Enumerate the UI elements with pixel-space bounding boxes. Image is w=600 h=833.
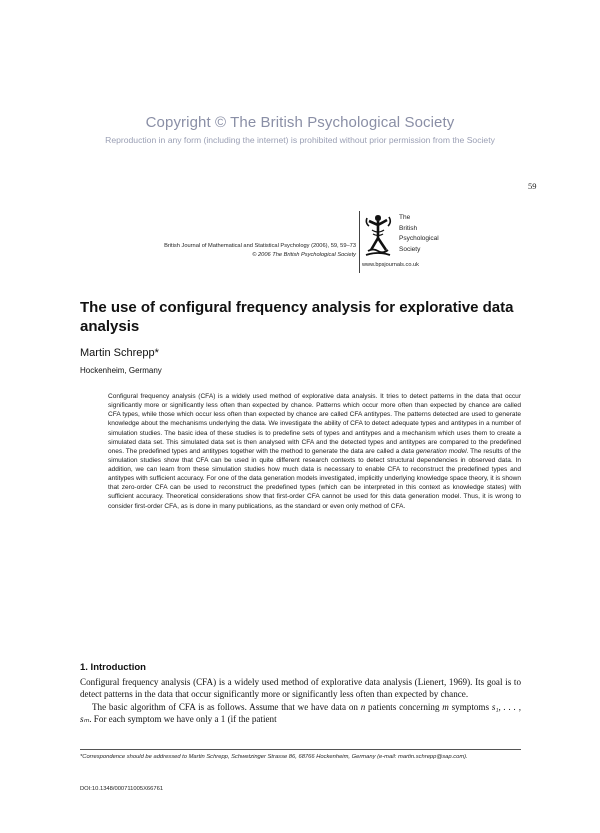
society-line: Psychological: [399, 235, 439, 242]
intro-text: The basic algorithm of CFA is as follows. Assume that we have data on: [92, 702, 361, 712]
page-number: 59: [528, 181, 537, 191]
bps-logo-icon: [362, 212, 394, 258]
doi: DOI:10.1348/000711005X66761: [80, 786, 164, 792]
intro-paragraph: [80, 701, 521, 725]
introduction-body: [80, 676, 521, 725]
abstract: [108, 392, 521, 511]
footnote-rule: [80, 749, 521, 750]
journal-copyright: © 2006 The British Psychological Society: [252, 252, 356, 258]
author-affiliation: Hockenheim, Germany: [80, 366, 162, 375]
intro-paragraph: Configural frequency analysis (CFA) is a widely used method of explorative data analysis (Lienert, 1969). Its goal is to detect patterns in the data that occur significantly more or significantly less often than expected by chance.: [80, 677, 521, 699]
section-heading-introduction: 1. Introduction: [80, 662, 146, 673]
society-line: Society: [399, 245, 421, 253]
article-title: The use of configural frequency analysis for explorative data analysis: [80, 299, 514, 335]
society-line: British: [399, 224, 418, 232]
abstract-text: . The results of the simulation studies show that CFA can be used in quite different research contexts to detect structural dependencies in observed data. In addition, we can learn from these simulation studies how much data is necessary to enable CFA to reconstruct the predefined types and antitypes with sufficient accuracy. For one of the data generation models investigated, implicitly underlying knowledge space theory, it is shown that zero-order CFA can be used to reconstruct the predefined types (which can be interpreted in this context as knowledge states) with sufficient accuracy. Theoretical considerations show that first-order CFA cannot be used for this data generation model. Thus, it is wrong to consider first-order CFA, as is done in many publications, as the standard or even only method of CFA.: [108, 447, 522, 510]
society-name: [399, 213, 439, 255]
copyright-watermark: Copyright © The British Psychological Society: [145, 114, 455, 131]
reproduction-notice: Reproduction in any form (including the internet) is prohibited without prior permission from the Society: [105, 135, 495, 145]
society-line: The: [399, 214, 411, 221]
intro-variable: m: [442, 702, 449, 712]
intro-variable: n: [360, 702, 366, 712]
journal-citation: British Journal of Mathematical and Statistical Psychology (2006), 59, 59–73: [164, 243, 356, 249]
society-url-link[interactable]: www.bpsjournals.co.uk: [362, 262, 419, 268]
header-divider: [359, 211, 360, 273]
intro-variable: s₁, . . . , sₘ: [80, 702, 521, 724]
journal-info: [164, 242, 356, 260]
abstract-italic-term: data generation model: [401, 447, 467, 455]
correspondence-footnote: *Correspondence should be addressed to Martin Schrepp, Schwetzinger Strasse 86, 68766 Hockenheim, Germany (e-mail: martin.schrepp@sap.com).: [80, 754, 468, 760]
intro-text: symptoms: [448, 702, 492, 712]
author-name: Martin Schrepp*: [80, 347, 159, 359]
intro-text: . For each symptom we have only a 1 (if the patient: [89, 714, 277, 724]
intro-text: patients concerning: [365, 702, 443, 712]
abstract-text: Configural frequency analysis (CFA) is a widely used method of explorative data analysis. It tries to detect patterns in the data that occur significantly more or significantly less often than expected by chance. Patterns which occur more often than expected by chance are called CFA types, while those which occur less often than expected by chance are called CFA antitypes. The patterns detected are used to generate knowledge about the mechanisms underlying the data. We investigate the ability of CFA to detect adequate types and antitypes in a number of simulation studies. The basic idea of these studies is to predefine sets of types and antitypes and a mechanism which uses them to create a simulated data set. This simulated data set is then analysed with CFA and the detected types and antitypes are compared to the predefined ones. The predefined types and antitypes together with the method to generate the data are called a: [108, 393, 521, 455]
